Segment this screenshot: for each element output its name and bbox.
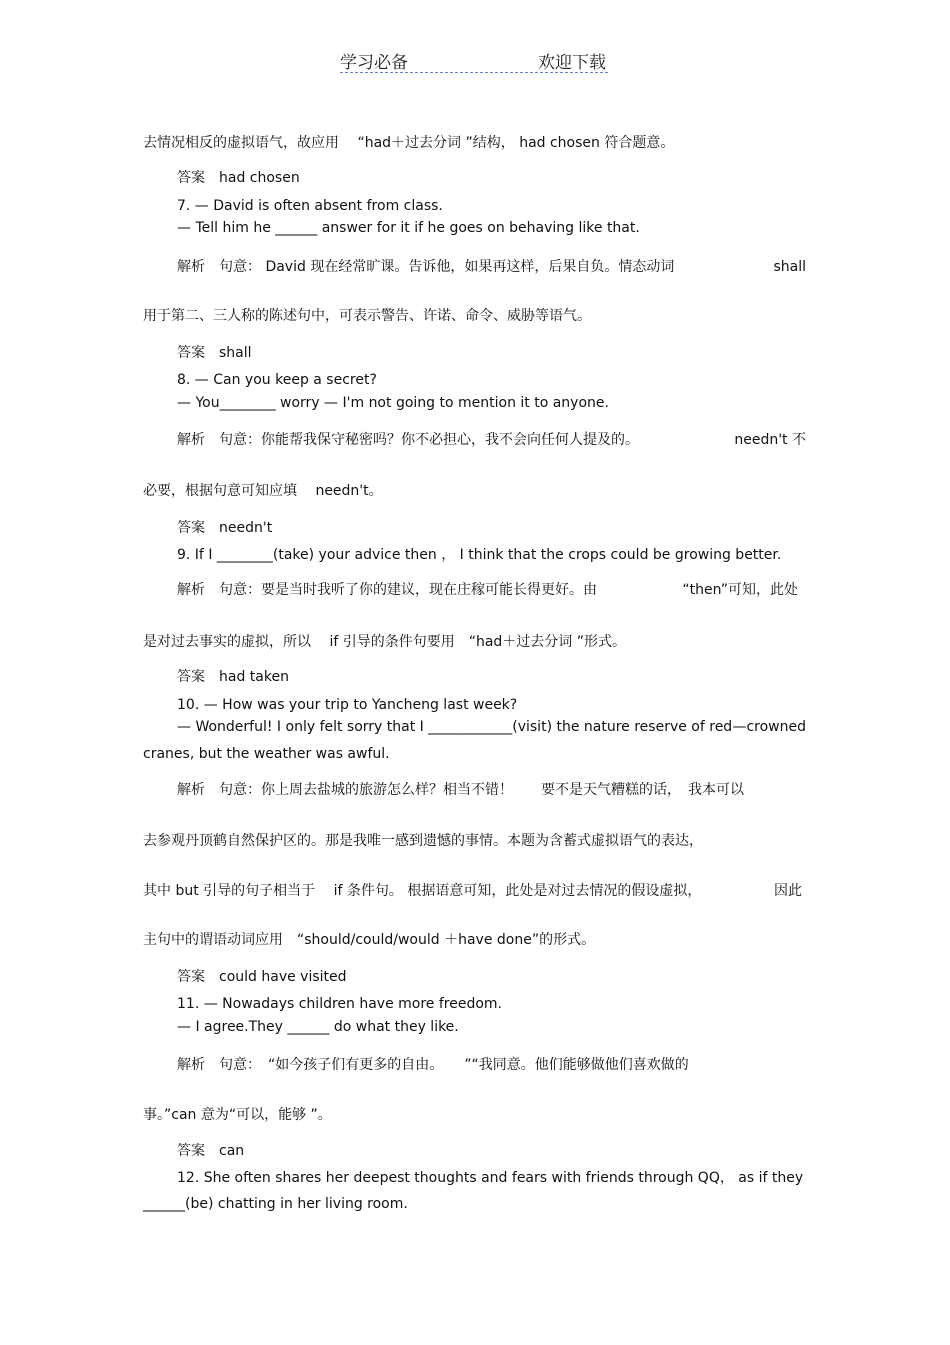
question-10-line-1: 10. — How was your trip to Yancheng last week? bbox=[177, 697, 518, 713]
answer-9: 答案 had taken bbox=[177, 669, 289, 685]
question-12-line-2: ______(be) chatting in her living room. bbox=[143, 1196, 408, 1212]
question-7-line-1: 7. — David is often absent from class. bbox=[177, 198, 443, 214]
question-7-line-2: — Tell him he ______ answer for it if he goes on behaving like that. bbox=[177, 220, 640, 236]
question-12-line-1: 12. She often shares her deepest thoughts and fears with friends through QQ， as if they bbox=[177, 1170, 804, 1186]
answer-6: 答案 had chosen bbox=[177, 170, 300, 186]
answer-7: 答案 shall bbox=[177, 345, 252, 361]
explanation-10-line-3-end: 因此 bbox=[774, 883, 802, 899]
explanation-10-line-3: 其中 but 引导的句子相当于 if 条件句。 根据语意可知，此处是对过去情况的假设虚拟， bbox=[143, 883, 702, 899]
question-8-line-1: 8. — Can you keep a secret? bbox=[177, 372, 377, 388]
explanation-11-line-1: 解析 句意： “如今孩子们有更多的自由。 ”“我同意。他们能够做他们喜欢做的 bbox=[177, 1057, 689, 1073]
page-header bbox=[340, 48, 608, 73]
answer-8: 答案 needn't bbox=[177, 520, 273, 536]
explanation-9-line-1: 解析 句意：要是当时我听了你的建议，现在庄稼可能长得更好。由 bbox=[177, 582, 597, 598]
question-10-line-2-end: —crowned bbox=[732, 719, 806, 735]
explanation-continuation: 去情况相反的虚拟语气，故应用 “had＋过去分词 ”结构， had chosen 符合题意。 bbox=[143, 135, 675, 151]
explanation-10-line-2: 去参观丹顶鹤自然保护区的。那是我唯一感到遗憾的事情。本题为含蓄式虚拟语气的表达， bbox=[143, 833, 703, 849]
explanation-8-line-2: 必要，根据句意可知应填 needn't。 bbox=[143, 483, 383, 499]
question-10-line-3: cranes, but the weather was awful. bbox=[143, 746, 390, 762]
explanation-8-line-1: 解析 句意：你能帮我保守秘密吗？你不必担心，我不会向任何人提及的。 bbox=[177, 432, 639, 448]
explanation-10-line-1: 解析 句意：你上周去盐城的旅游怎么样？相当不错！ 要不是天气糟糕的话， 我本可以 bbox=[177, 782, 744, 798]
question-11-line-1: 11. — Nowadays children have more freedom. bbox=[177, 996, 503, 1012]
question-8-line-2: — You________ worry — I'm not going to mention it to anyone. bbox=[177, 395, 609, 411]
question-10-line-2: — Wonderful! I only felt sorry that I ____________(visit) the nature reserve of red bbox=[177, 719, 733, 735]
question-11-line-2: — I agree.They ______ do what they like. bbox=[177, 1019, 459, 1035]
header-left-text: 学习必备 bbox=[340, 53, 408, 73]
explanation-11-line-2: 事。”can 意为“可以，能够 ”。 bbox=[143, 1107, 332, 1123]
question-9: 9. If I ________(take) your advice then ， I think that the crops could be growing better. bbox=[177, 547, 782, 563]
explanation-7-line-1-end: shall bbox=[773, 259, 806, 275]
answer-11: 答案 can bbox=[177, 1143, 245, 1159]
explanation-9-line-1-end: “then”可知，此处 bbox=[682, 582, 798, 598]
explanation-9-line-2: 是对过去事实的虚拟，所以 if 引导的条件句要用 “had＋过去分词 ”形式。 bbox=[143, 634, 627, 650]
explanation-7-line-1: 解析 句意： David 现在经常旷课。告诉他，如果再这样，后果自负。情态动词 bbox=[177, 259, 675, 275]
header-right-text: 欢迎下载 bbox=[538, 53, 606, 73]
explanation-10-line-4: 主句中的谓语动词应用 “should/could/would ＋have done”的形式。 bbox=[143, 932, 596, 948]
answer-10: 答案 could have visited bbox=[177, 969, 347, 985]
explanation-8-line-1-end: needn't 不 bbox=[734, 432, 806, 448]
explanation-7-line-2: 用于第二、三人称的陈述句中，可表示警告、许诺、命令、威胁等语气。 bbox=[143, 308, 591, 324]
